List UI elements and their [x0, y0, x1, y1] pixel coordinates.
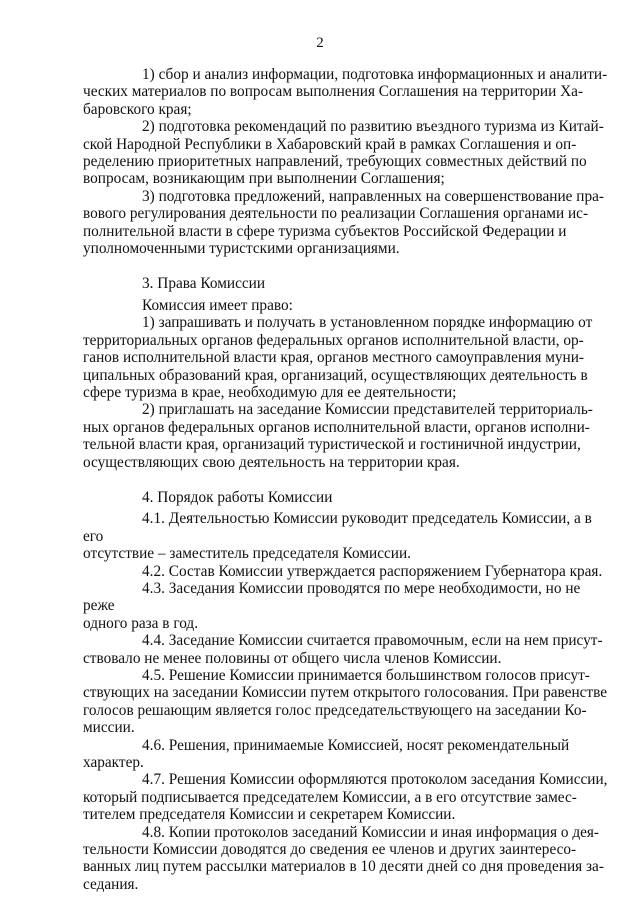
- list-item: 2) приглашать на заседание Комиссии представителей территориаль- ных органов федеральных органов исполнительной власти, органов исполни- тельной власти края, организаций туристической и гостиничной индустрии, осуществляющих свою деятельность на территории края.: [83, 401, 593, 471]
- list-item: 4.8. Копии протоколов заседаний Комиссии и иная информация о дея- тельности Комиссии доводятся до сведения ее членов и других заинтересо- ванных лиц путем рассылки материалов в 10 десяти дней со дня проведения за- седания.: [83, 823, 604, 893]
- section-heading: 3. Права Комиссии: [142, 275, 266, 293]
- list-item: 4.1. Деятельностью Комиссии руководит председатель Комиссии, а в его отсутствие – заместитель председателя Комиссии.: [83, 510, 592, 563]
- list-item: 1) запрашивать и получать в установленном порядке информацию от территориальных органов федеральных органов исполнительной власти, ор- ганов исполнительной власти края, органов местного самоуправления муни- ципальных образований края, организаций, осуществляющих деятельность в сфере туризма в крае, необходимую для ее деятельности;: [83, 314, 593, 401]
- page-number: 2: [316, 35, 324, 51]
- list-item: 4.7. Решения Комиссии оформляются протоколом заседания Комиссии, который подписывается председателем Комиссии, а в его отсутствие замес- тителем председателя Комиссии и секретарем Комиссии.: [83, 771, 608, 824]
- list-item: 3) подготовка предложений, направленных на совершенствование пра- вового регулирования деятельности по реализации Соглашения органами ис- полнительной власти в сфере туризма субъектов Российской Федерации и уполномоченными туристскими организациями.: [83, 187, 605, 258]
- list-item: 2) подготовка рекомендаций по развитию въездного туризма из Китай- ской Народной Республики в Хабаровский край в рамках Соглашения и оп- ределению приоритетных направлений, требующих совместных действий по вопросам, возникающим при выполнении Соглашения;: [83, 118, 604, 188]
- list-item: 4.5. Решение Комиссии принимается большинством голосов присут- ствующих на заседании Комиссии путем открытого голосования. При равенстве голосов решающим является голос председательствующего на заседании Ко- миссии.: [83, 667, 608, 737]
- document-body: [83, 66, 611, 893]
- list-item: 1) сбор и анализ информации, подготовка информационных и аналити- ческих материалов по вопросам выполнения Соглашения на территории Ха- баровского края;: [83, 66, 608, 118]
- section-intro: Комиссия имеет право:: [142, 296, 293, 314]
- list-item: 4.6. Решения, принимаемые Комиссией, носят рекомендательный характер.: [83, 736, 570, 772]
- list-item: 4.3. Заседания Комиссии проводятся по мере необходимости, но не реже одного раза в год.: [83, 579, 581, 632]
- list-item: 4.2. Состав Комиссии утверждается распоряжением Губернатора края.: [142, 562, 603, 580]
- list-item: 4.4. Заседание Комиссии считается правомочным, если на нем присут- ствовало не менее половины от общего числа членов Комиссии.: [83, 632, 603, 667]
- section-heading: 4. Порядок работы Комиссии: [142, 488, 333, 506]
